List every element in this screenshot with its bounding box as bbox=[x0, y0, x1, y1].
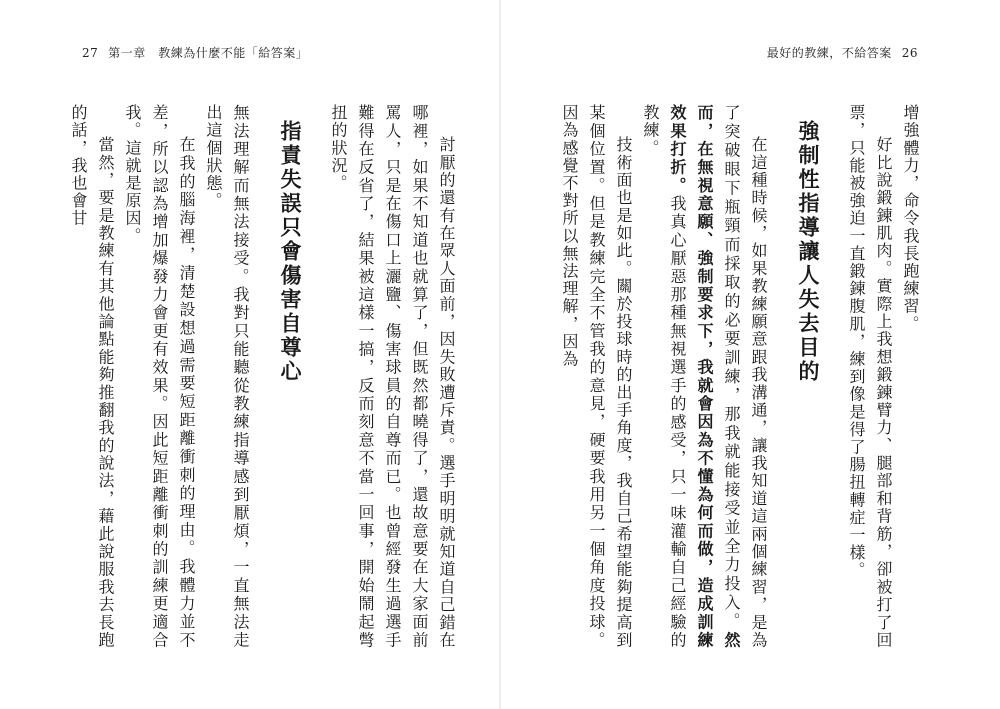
text-run: 增強體力，命令我長跑練習。 bbox=[901, 104, 920, 333]
text-run: 好比說鍛鍊肌肉。實際上我想鍛鍊臂力、腿部和背筋，卻被打了回票，只能被強迫一直鍛鍊腹肌，練到像是得了腸扭轉症一樣。 bbox=[847, 104, 893, 649]
text-run: 技術面也是如此。關於投球時的出手角度，我自己希望能夠提高到某個位置。但是教練完全不管我的意見，硬要我用另一個角度投球。因為感覺不對所以無法理解，因為 bbox=[560, 104, 633, 649]
right-running-head bbox=[767, 44, 918, 61]
section-heading: 強制性指導讓人失去目的 bbox=[796, 120, 820, 384]
text-run: 當然，要是教練有其他論點能夠推翻我的說法，藉此說服我去長跑的話，我也會甘 bbox=[69, 104, 115, 649]
right-page bbox=[500, 0, 1000, 709]
right-body-text bbox=[514, 104, 924, 649]
paragraph bbox=[637, 104, 772, 649]
left-body-text bbox=[50, 104, 460, 649]
paragraph bbox=[119, 104, 200, 649]
paragraph bbox=[843, 104, 897, 649]
right-book-title: 最好的教練，不給答案 bbox=[766, 46, 892, 60]
paragraph bbox=[325, 104, 460, 649]
paragraph bbox=[65, 104, 119, 649]
right-page-number: 26 bbox=[901, 46, 918, 60]
left-page-number: 27 bbox=[82, 46, 99, 60]
left-chapter-title: 第一章 教練為什麼不能「給答案」 bbox=[108, 46, 309, 60]
section-heading: 指責失誤只會傷害自尊心 bbox=[278, 120, 302, 384]
text-run: 在我的腦海裡，清楚設想過需要短距離衝刺的理由。我體力並不差，所以認為增加爆發力會更有效果。因此短距離衝刺的訓練更適合我。這就是原因。 bbox=[123, 104, 196, 649]
text-run: 討厭的還有在眾人面前，因失敗遭斥責。選手明明就知道自己錯在哪裡，如果不知道也就算了，但既然都曉得了，還故意要在大家面前罵人，只是在傷口上灑鹽、傷害球員的自尊而已。也曾經發生過選手難得在反省了，結果被這樣一搞，反而刻意不當一回事，開始鬧起彆扭的狀況。 bbox=[329, 104, 456, 649]
left-running-head bbox=[82, 44, 308, 61]
text-run: 我真心厭惡那種無視選手的感受，只一味灌輸自己經驗的教練。 bbox=[641, 104, 687, 650]
text-run: 在這種時候，如果教練願意跟我溝通，讓我知道這兩個練習，是為了突破眼下瓶頸而採取的必要訓練，那我就能接受並全力投入。 bbox=[722, 104, 768, 649]
paragraph bbox=[200, 104, 254, 649]
bold-emphasis: 然而，在無視意願、強制要求下，我就會因為不懂為何而做，造成訓練效果打折。 bbox=[668, 104, 741, 649]
paragraph bbox=[556, 104, 637, 649]
paragraph bbox=[897, 104, 924, 649]
text-run: 無法理解而無法接受。我對只能聽從教練指導感到厭煩，一直無法走出這個狀態。 bbox=[204, 104, 250, 649]
